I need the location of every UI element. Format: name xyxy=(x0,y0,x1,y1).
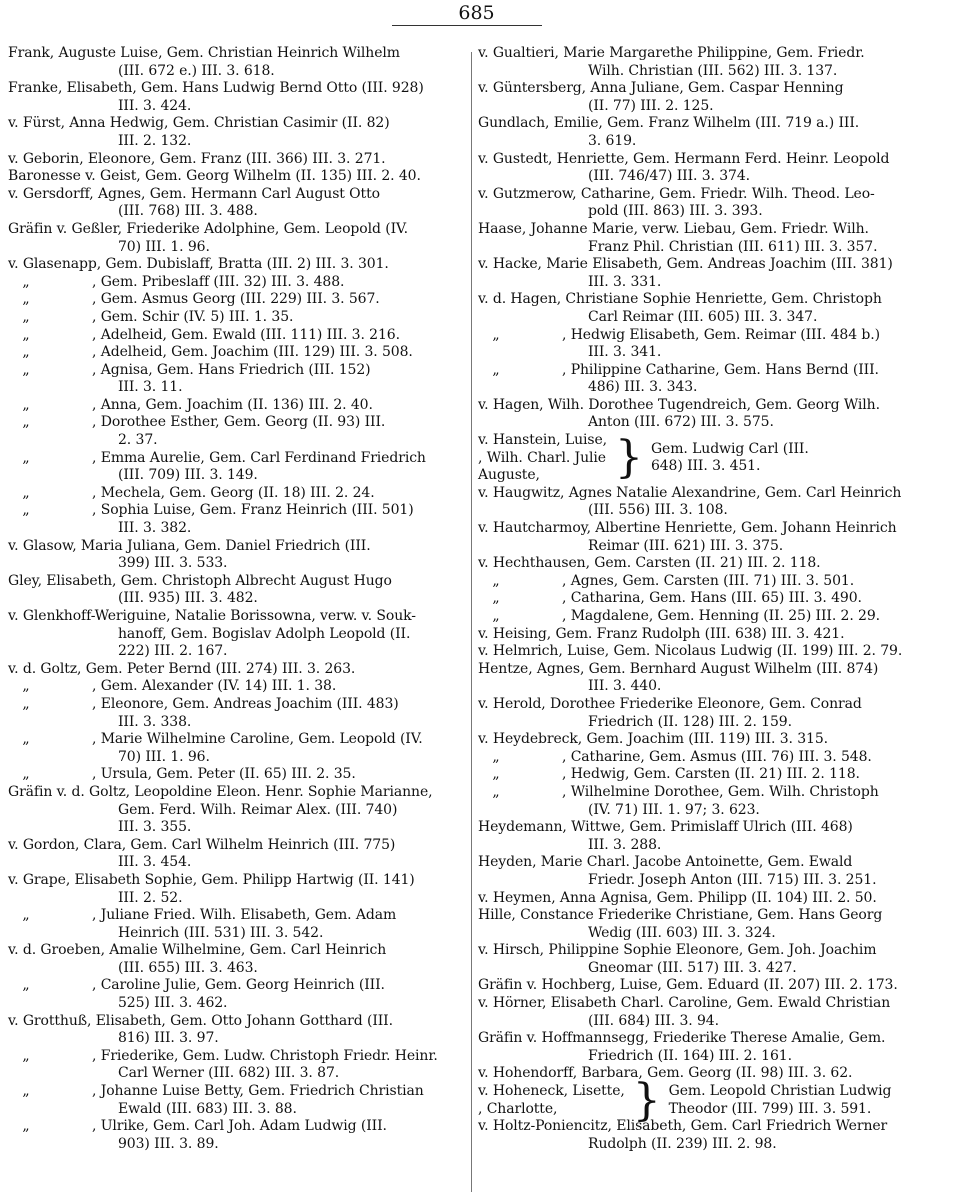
entry-continuation: (III. 556) III. 3. 108. xyxy=(588,502,728,519)
entry-text: Heydemann, Wittwe, Gem. Primislaff Ulrich (III. 468) xyxy=(478,819,853,836)
entry-text: Haase, Johanne Marie, verw. Liebau, Gem. Friedr. Wilh. xyxy=(478,220,869,237)
index-entry xyxy=(478,151,944,169)
index-entry xyxy=(8,397,460,415)
entry-text: Gräfin v. Geßler, Friederike Adolphine, Gem. Leopold (IV. xyxy=(8,220,408,237)
index-entry xyxy=(478,766,944,784)
bracket-spouse xyxy=(669,1083,892,1118)
entry-text: v. Grape, Elisabeth Sophie, Gem. Philipp Hartwig (II. 141) xyxy=(8,871,415,888)
entry-text: v. Helmrich, Luise, Gem. Nicolaus Ludwig (II. 199) III. 2. 79. xyxy=(478,643,903,660)
entry-text: v. d. Hagen, Christiane Sophie Henriette, Gem. Christoph xyxy=(478,291,882,308)
entry-text: v. Fürst, Anna Hedwig, Gem. Christian Casimir (II. 82) xyxy=(8,115,390,132)
index-entry xyxy=(8,362,460,380)
ditto-mark: „ xyxy=(22,731,30,748)
index-entry xyxy=(478,942,944,960)
index-entry xyxy=(8,80,460,98)
index-entry xyxy=(8,256,460,274)
ditto-mark: „ xyxy=(22,291,30,308)
index-entry xyxy=(8,414,460,432)
entry-text: v. Haugwitz, Agnes Natalie Alexandrine, Gem. Carl Heinrich xyxy=(478,484,902,501)
entry-continuation: III. 3. 341. xyxy=(588,344,662,361)
index-entry xyxy=(8,872,460,890)
entry-text: , Ulrike, Gem. Carl Joh. Adam Ludwig (III. xyxy=(92,1118,387,1135)
entry-continuation: 816) III. 3. 97. xyxy=(118,1030,219,1047)
entry-text: , Adelheid, Gem. Joachim (III. 129) III. 3. 508. xyxy=(92,344,413,361)
page-number: 685 xyxy=(458,2,495,24)
index-entry xyxy=(478,643,944,661)
entry-continuation: (III. 672 e.) III. 3. 618. xyxy=(118,62,275,79)
entry-text: v. Geborin, Eleonore, Gem. Franz (III. 366) III. 3. 271. xyxy=(8,150,386,167)
entry-text: v. Güntersberg, Anna Juliane, Gem. Caspar Henning xyxy=(478,80,844,97)
entry-text: , Marie Wilhelmine Caroline, Gem. Leopold (IV. xyxy=(92,731,423,748)
ditto-mark: „ xyxy=(22,502,30,519)
index-entry xyxy=(478,907,944,925)
index-entry xyxy=(478,555,944,573)
entry-text: , Mechela, Gem. Georg (II. 18) III. 2. 24. xyxy=(92,484,375,501)
entry-continuation: 903) III. 3. 89. xyxy=(118,1135,219,1152)
entry-continuation: III. 3. 440. xyxy=(588,678,662,695)
entry-text: v. Hagen, Wilh. Dorothee Tugendreich, Gem. Georg Wilh. xyxy=(478,396,880,413)
index-entry xyxy=(8,450,460,468)
entry-text: , Philippine Catharine, Gem. Hans Bernd (III. xyxy=(562,361,879,378)
entry-text: v. Heising, Gem. Franz Rudolph (III. 638) III. 3. 421. xyxy=(478,625,845,642)
entry-text: v. Gordon, Clara, Gem. Carl Wilhelm Heinrich (III. 775) xyxy=(8,836,396,853)
entry-continuation: (III. 709) III. 3. 149. xyxy=(118,467,258,484)
index-entry xyxy=(8,1118,460,1136)
index-entry xyxy=(8,485,460,503)
entry-continuation: Rudolph (II. 239) III. 2. 98. xyxy=(588,1135,777,1152)
entry-text: Baronesse v. Geist, Gem. Georg Wilhelm (II. 135) III. 2. 40. xyxy=(8,168,421,185)
entry-continuation: (III. 768) III. 3. 488. xyxy=(118,203,258,220)
index-entry xyxy=(8,784,460,802)
ditto-mark: „ xyxy=(22,344,30,361)
entry-text: v. Gersdorff, Agnes, Gem. Hermann Carl August Otto xyxy=(8,185,380,202)
entry-continuation: III. 3. 288. xyxy=(588,836,662,853)
entry-text: v. Heydebreck, Gem. Joachim (III. 119) III. 3. 315. xyxy=(478,731,829,748)
entry-text: v. Glasenapp, Gem. Dubislaff, Bratta (III. 2) III. 3. 301. xyxy=(8,256,389,273)
ditto-mark: „ xyxy=(22,695,30,712)
entry-continuation: III. 3. 454. xyxy=(118,854,192,871)
bracket-names xyxy=(478,1083,625,1118)
index-entry xyxy=(478,1065,944,1083)
index-entry xyxy=(478,749,944,767)
index-entry xyxy=(8,731,460,749)
index-entry xyxy=(478,1030,944,1048)
entry-continuation: Friedrich (II. 164) III. 2. 161. xyxy=(588,1047,792,1064)
entry-text: , Magdalene, Gem. Henning (II. 25) III. 2. 29. xyxy=(562,608,881,624)
entry-text: , Wilhelmine Dorothee, Gem. Wilh. Christoph xyxy=(562,783,879,800)
entry-text: Hentze, Agnes, Gem. Bernhard August Wilhelm (III. 874) xyxy=(478,660,879,677)
entry-continuation: Carl Werner (III. 682) III. 3. 87. xyxy=(118,1065,340,1082)
entry-continuation: 70) III. 1. 96. xyxy=(118,238,210,255)
entry-text: v. Hohendorff, Barbara, Gem. Georg (II. 98) III. 3. 62. xyxy=(478,1065,853,1082)
entry-text: , Catharine, Gem. Asmus (III. 76) III. 3. 548. xyxy=(562,748,872,765)
entry-text: , Caroline Julie, Gem. Georg Heinrich (III. xyxy=(92,977,385,994)
index-entry xyxy=(8,344,460,362)
entry-text: Frank, Auguste Luise, Gem. Christian Heinrich Wilhelm xyxy=(8,45,400,61)
entry-continuation: Friedr. Joseph Anton (III. 715) III. 3. 251. xyxy=(588,871,877,888)
entry-text: v. Hirsch, Philippine Sophie Eleonore, Gem. Joh. Joachim xyxy=(478,942,877,959)
index-entry xyxy=(478,256,944,274)
entry-text: Franke, Elisabeth, Gem. Hans Ludwig Bernd Otto (III. 928) xyxy=(8,80,424,97)
index-entry xyxy=(478,291,944,309)
index-entry xyxy=(8,309,460,327)
entry-text: , Hedwig Elisabeth, Gem. Reimar (III. 484 b.) xyxy=(562,326,880,343)
index-entry xyxy=(478,573,944,591)
entry-text: Hille, Constance Friederike Christiane, Gem. Hans Georg xyxy=(478,907,883,924)
entry-continuation: Wedig (III. 603) III. 3. 324. xyxy=(588,924,776,941)
bracket-spouse xyxy=(651,441,809,476)
index-entry xyxy=(478,485,944,503)
index-entry xyxy=(8,274,460,292)
entry-text: , Hedwig, Gem. Carsten (II. 21) III. 2. 118. xyxy=(562,766,860,783)
index-entry xyxy=(478,854,944,872)
bracket-name-line: v. Hanstein, Luise, xyxy=(478,432,608,449)
ditto-mark: „ xyxy=(22,273,30,290)
index-entry xyxy=(8,221,460,239)
ditto-mark: „ xyxy=(22,1118,30,1135)
entry-text: v. Grotthuß, Elisabeth, Gem. Otto Johann Gotthard (III. xyxy=(8,1012,393,1029)
entry-continuation: Carl Reimar (III. 605) III. 3. 347. xyxy=(588,308,818,325)
entry-continuation: pold (III. 863) III. 3. 393. xyxy=(588,203,763,220)
index-entry xyxy=(8,1013,460,1031)
entry-text: , Agnes, Gem. Carsten (III. 71) III. 3. 501. xyxy=(562,572,855,589)
index-entry xyxy=(8,538,460,556)
index-entry xyxy=(478,186,944,204)
ditto-mark: „ xyxy=(22,361,30,378)
entry-continuation: hanoff, Gem. Bogislav Adolph Leopold (II. xyxy=(118,625,411,642)
index-entry xyxy=(478,362,944,380)
entry-text: Gräfin v. d. Goltz, Leopoldine Eleon. Henr. Sophie Marianne, xyxy=(8,783,433,800)
ditto-mark: „ xyxy=(22,308,30,325)
ditto-mark: „ xyxy=(22,414,30,431)
entry-text: v. Hacke, Marie Elisabeth, Gem. Andreas Joachim (III. 381) xyxy=(478,256,893,273)
ditto-mark: „ xyxy=(492,608,500,624)
entry-text: , Gem. Asmus Georg (III. 229) III. 3. 567. xyxy=(92,291,380,308)
entry-text: , Anna, Gem. Joachim (II. 136) III. 2. 40. xyxy=(92,396,373,413)
ditto-mark: „ xyxy=(492,326,500,343)
entry-text: , Sophia Luise, Gem. Franz Heinrich (III. 501) xyxy=(92,502,414,519)
entry-text: , Adelheid, Gem. Ewald (III. 111) III. 3. 216. xyxy=(92,326,400,343)
entry-text: , Agnisa, Gem. Hans Friedrich (III. 152) xyxy=(92,361,371,378)
ditto-mark: „ xyxy=(22,678,30,695)
entry-continuation: 70) III. 1. 96. xyxy=(118,748,210,765)
entry-text: Gräfin v. Hochberg, Luise, Gem. Eduard (II. 207) III. 2. 173. xyxy=(478,977,898,994)
entry-continuation: (III. 684) III. 3. 94. xyxy=(588,1012,719,1029)
entry-continuation: III. 3. 338. xyxy=(118,713,192,730)
entry-continuation: 222) III. 2. 167. xyxy=(118,643,228,660)
ditto-mark: „ xyxy=(492,783,500,800)
entry-continuation: (II. 77) III. 2. 125. xyxy=(588,97,714,114)
header-rule xyxy=(392,25,542,26)
bracket-name-line: Auguste, xyxy=(478,467,540,484)
entry-text: v. d. Groeben, Amalie Wilhelmine, Gem. Carl Heinrich xyxy=(8,942,387,959)
ditto-mark: „ xyxy=(22,1047,30,1064)
right-column xyxy=(478,45,944,1153)
entry-continuation: 486) III. 3. 343. xyxy=(588,379,698,396)
entry-text: , Catharina, Gem. Hans (III. 65) III. 3. 490. xyxy=(562,590,862,607)
entry-text: Gundlach, Emilie, Gem. Franz Wilhelm (III. 719 a.) III. xyxy=(478,115,860,132)
index-entry xyxy=(478,626,944,644)
ditto-mark: „ xyxy=(22,977,30,994)
entry-continuation: (IV. 71) III. 1. 97; 3. 623. xyxy=(588,801,760,818)
entry-continuation: (III. 655) III. 3. 463. xyxy=(118,959,258,976)
index-entry xyxy=(8,115,460,133)
entry-text: v. d. Goltz, Gem. Peter Bernd (III. 274) III. 3. 263. xyxy=(8,660,356,677)
index-entry xyxy=(8,291,460,309)
column-divider xyxy=(471,52,472,1192)
entry-text: Gley, Elisabeth, Gem. Christoph Albrecht August Hugo xyxy=(8,572,392,589)
ditto-mark: „ xyxy=(22,766,30,783)
entry-text: , Dorothee Esther, Gem. Georg (II. 93) III. xyxy=(92,414,386,431)
entry-continuation: (III. 935) III. 3. 482. xyxy=(118,590,258,607)
entry-continuation: III. 2. 132. xyxy=(118,132,192,149)
index-entry-group xyxy=(478,432,944,485)
entry-text: v. Holtz-Poniencitz, Elisabeth, Gem. Carl Friedrich Werner xyxy=(478,1118,888,1135)
entry-text: , Juliane Fried. Wilh. Elisabeth, Gem. Adam xyxy=(92,907,397,924)
entry-text: , Friederike, Gem. Ludw. Christoph Friedr. Heinr. xyxy=(92,1047,438,1064)
index-entry xyxy=(8,696,460,714)
index-entry xyxy=(478,819,944,837)
entry-continuation: Friedrich (II. 128) III. 2. 159. xyxy=(588,713,792,730)
entry-continuation: Franz Phil. Christian (III. 611) III. 3. 357. xyxy=(588,238,878,255)
entry-text: v. Gualtieri, Marie Margarethe Philippine, Gem. Friedr. xyxy=(478,45,865,61)
index-entry xyxy=(478,327,944,345)
index-entry xyxy=(478,1118,944,1136)
index-entry xyxy=(478,590,944,608)
entry-text: v. Hechthausen, Gem. Carsten (II. 21) III. 2. 118. xyxy=(478,555,821,572)
entry-continuation: Anton (III. 672) III. 3. 575. xyxy=(588,414,774,431)
entry-continuation: Ewald (III. 683) III. 3. 88. xyxy=(118,1100,297,1117)
index-entry xyxy=(8,942,460,960)
ditto-mark: „ xyxy=(492,766,500,783)
bracket-spouse-line: Gem. Leopold Christian Ludwig xyxy=(668,1083,892,1100)
entry-continuation: III. 3. 11. xyxy=(118,379,183,396)
entry-continuation: (III. 746/47) III. 3. 374. xyxy=(588,168,750,185)
left-column xyxy=(8,45,460,1153)
entry-text: v. Hörner, Elisabeth Charl. Caroline, Gem. Ewald Christian xyxy=(478,995,891,1012)
entry-continuation: III. 3. 355. xyxy=(118,819,192,836)
ditto-mark: „ xyxy=(22,1083,30,1100)
entry-continuation: Heinrich (III. 531) III. 3. 542. xyxy=(118,924,324,941)
bracket-names xyxy=(478,432,607,485)
entry-text: , Gem. Schir (IV. 5) III. 1. 35. xyxy=(92,308,294,325)
ditto-mark: „ xyxy=(22,484,30,501)
entry-continuation: Gneomar (III. 517) III. 3. 427. xyxy=(588,959,797,976)
index-entry xyxy=(478,115,944,133)
index-entry xyxy=(8,327,460,345)
index-entry xyxy=(8,678,460,696)
entry-text: , Johanne Luise Betty, Gem. Friedrich Christian xyxy=(92,1083,424,1100)
index-entry xyxy=(478,221,944,239)
entry-text: v. Hautcharmoy, Albertine Henriette, Gem. Johann Heinrich xyxy=(478,520,897,537)
entry-text: , Gem. Alexander (IV. 14) III. 1. 38. xyxy=(92,678,337,695)
entry-text: v. Gustedt, Henriette, Gem. Hermann Ferd. Heinr. Leopold xyxy=(478,150,890,167)
entry-continuation: III. 3. 382. xyxy=(118,520,192,537)
ditto-mark: „ xyxy=(492,361,500,378)
index-entry xyxy=(478,520,944,538)
ditto-mark: „ xyxy=(492,590,500,607)
index-entry xyxy=(8,151,460,169)
index-entry xyxy=(478,977,944,995)
entry-text: , Gem. Pribeslaff (III. 32) III. 3. 488. xyxy=(92,273,345,290)
index-entry xyxy=(8,168,460,186)
index-entry xyxy=(8,502,460,520)
ditto-mark: „ xyxy=(22,326,30,343)
brace-mark: } xyxy=(615,432,643,484)
index-entry xyxy=(478,784,944,802)
index-entry xyxy=(8,977,460,995)
index-entry xyxy=(8,1048,460,1066)
entry-text: , Emma Aurelie, Gem. Carl Ferdinand Friedrich xyxy=(92,449,426,466)
entry-continuation: 3. 619. xyxy=(588,132,637,149)
bracket-spouse-line: Gem. Ludwig Carl (III. xyxy=(650,440,809,457)
entry-continuation: Reimar (III. 621) III. 3. 375. xyxy=(588,537,784,554)
index-entry xyxy=(8,837,460,855)
entry-text: v. Heymen, Anna Agnisa, Gem. Philipp (II. 104) III. 2. 50. xyxy=(478,889,877,906)
bracket-spouse-line: 648) III. 3. 451. xyxy=(650,458,761,475)
ditto-mark: „ xyxy=(22,396,30,413)
entry-text: v. Glenkhoff-Weriguine, Natalie Borissowna, verw. v. Souk- xyxy=(8,608,416,624)
index-entry xyxy=(478,890,944,908)
bracket-name-line: , Wilh. Charl. Julie xyxy=(478,449,606,466)
index-entry xyxy=(478,397,944,415)
entry-text: , Ursula, Gem. Peter (II. 65) III. 2. 35. xyxy=(92,766,356,783)
ditto-mark: „ xyxy=(22,907,30,924)
entry-continuation: Wilh. Christian (III. 562) III. 3. 137. xyxy=(588,62,838,79)
bracket-name-line: v. Hoheneck, Lisette, xyxy=(478,1083,625,1100)
entry-continuation: III. 3. 424. xyxy=(118,97,192,114)
index-entry xyxy=(8,907,460,925)
entry-text: Heyden, Marie Charl. Jacobe Antoinette, Gem. Ewald xyxy=(478,854,853,871)
index-entry xyxy=(8,186,460,204)
entry-continuation: 525) III. 3. 462. xyxy=(118,995,228,1012)
entry-continuation: Gem. Ferd. Wilh. Reimar Alex. (III. 740) xyxy=(118,801,398,818)
entry-continuation: III. 2. 52. xyxy=(118,889,183,906)
index-entry xyxy=(478,45,944,63)
entry-text: Gräfin v. Hoffmannsegg, Friederike Therese Amalie, Gem. xyxy=(478,1030,886,1047)
bracket-spouse-line: Theodor (III. 799) III. 3. 591. xyxy=(668,1100,872,1117)
index-entry xyxy=(478,731,944,749)
ditto-mark: „ xyxy=(492,748,500,765)
index-entry xyxy=(8,573,460,591)
bracket-name-line: , Charlotte, xyxy=(478,1100,558,1117)
index-entry xyxy=(478,661,944,679)
index-entry xyxy=(478,80,944,98)
ditto-mark: „ xyxy=(492,572,500,589)
index-entry xyxy=(478,995,944,1013)
index-entry xyxy=(8,661,460,679)
index-entry xyxy=(8,608,460,626)
brace-mark: } xyxy=(632,1074,661,1126)
index-entry xyxy=(478,608,944,626)
entry-text: v. Gutzmerow, Catharine, Gem. Friedr. Wilh. Theod. Leo- xyxy=(478,185,875,202)
index-entry-group xyxy=(478,1074,944,1126)
index-entry xyxy=(8,766,460,784)
entry-continuation: 2. 37. xyxy=(118,432,158,449)
index-entry xyxy=(8,45,460,63)
entry-text: , Eleonore, Gem. Andreas Joachim (III. 483) xyxy=(92,695,399,712)
index-entry xyxy=(8,1083,460,1101)
index-entry xyxy=(478,696,944,714)
entry-continuation: III. 3. 331. xyxy=(588,273,662,290)
entry-text: v. Glasow, Maria Juliana, Gem. Daniel Friedrich (III. xyxy=(8,537,371,554)
entry-continuation: 399) III. 3. 533. xyxy=(118,555,228,572)
entry-text: v. Herold, Dorothee Friederike Eleonore, Gem. Conrad xyxy=(478,695,862,712)
ditto-mark: „ xyxy=(22,449,30,466)
